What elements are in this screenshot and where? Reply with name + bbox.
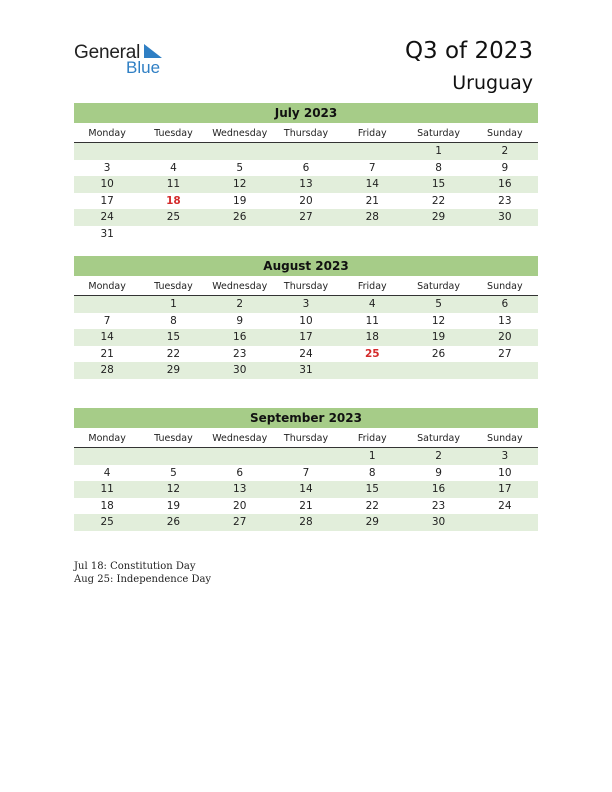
day-cell: 15 <box>166 331 181 343</box>
day-cell: 10 <box>100 178 114 190</box>
day-cell: 21 <box>299 499 313 512</box>
day-cell: 24 <box>100 211 114 223</box>
day-cell: 5 <box>170 466 177 479</box>
day-cell: 24 <box>299 347 313 360</box>
weekday-label: Monday <box>88 433 126 444</box>
day-cell: 18 <box>100 499 114 512</box>
day-cell: 14 <box>299 483 313 495</box>
day-cell: 23 <box>498 194 512 207</box>
day-cell: 8 <box>170 314 177 327</box>
week-row <box>74 329 538 346</box>
day-cell: 4 <box>170 161 177 174</box>
week-row <box>74 481 538 498</box>
day-cell: 2 <box>501 145 509 157</box>
day-cell: 20 <box>299 194 313 207</box>
day-cell <box>273 448 339 465</box>
weekday-header-row <box>74 126 538 143</box>
weekday-label: Tuesday <box>154 128 193 139</box>
week-row <box>74 465 538 482</box>
weekday-label: Saturday <box>417 128 460 139</box>
weekday-label: Wednesday <box>212 281 268 292</box>
day-cell: 22 <box>365 499 379 512</box>
weekday-label: Wednesday <box>212 433 268 444</box>
day-cell: 7 <box>302 466 310 479</box>
day-cell: 5 <box>236 161 244 174</box>
day-cell: 16 <box>498 178 512 190</box>
day-cell <box>405 362 471 379</box>
day-cell: 3 <box>501 450 509 462</box>
day-cell: 29 <box>431 211 446 223</box>
day-cell: 14 <box>100 331 114 343</box>
day-cell: 31 <box>100 227 114 240</box>
day-cell <box>339 226 405 243</box>
weekday-label: Sunday <box>487 128 523 139</box>
day-cell: 31 <box>299 364 313 376</box>
day-cell: 30 <box>431 516 446 528</box>
weekday-label: Friday <box>357 433 387 444</box>
day-cell <box>140 226 206 243</box>
holiday-notes <box>74 560 211 586</box>
day-cell <box>74 448 140 465</box>
month-calendar <box>74 408 538 531</box>
week-row <box>74 226 538 243</box>
month-title: September 2023 <box>74 408 538 428</box>
day-cell <box>207 226 273 243</box>
day-cell <box>273 143 339 160</box>
day-cell: 25 <box>100 516 114 528</box>
day-cell: 5 <box>435 298 442 310</box>
holiday-note: Jul 18: Constitution Day <box>74 561 196 572</box>
day-cell: 10 <box>299 314 313 327</box>
country-name: Uruguay <box>452 72 533 94</box>
day-cell: 28 <box>299 516 313 528</box>
day-cell: 14 <box>365 178 379 190</box>
day-cell: 27 <box>299 211 313 223</box>
day-cell <box>405 226 471 243</box>
day-cell: 8 <box>435 161 442 174</box>
day-cell: 3 <box>103 161 111 174</box>
week-row <box>74 448 538 465</box>
day-cell <box>74 143 140 160</box>
month-calendar <box>74 256 538 379</box>
day-cell: 19 <box>166 499 181 512</box>
logo-general-text: General <box>74 42 141 63</box>
day-cell: 4 <box>368 298 376 310</box>
day-cell: 26 <box>233 211 247 223</box>
week-row <box>74 362 538 379</box>
day-cell: 2 <box>435 450 442 462</box>
day-cell: 8 <box>368 466 376 479</box>
day-cell: 28 <box>365 211 379 223</box>
weekday-label: Friday <box>357 281 387 292</box>
weekday-label: Sunday <box>487 433 523 444</box>
day-cell: 24 <box>498 499 512 512</box>
day-cell <box>207 143 273 160</box>
day-cell: 17 <box>299 331 313 343</box>
weekday-label: Saturday <box>417 433 460 444</box>
week-row <box>74 143 538 160</box>
day-cell <box>273 226 339 243</box>
holiday-day-cell: 18 <box>166 194 181 207</box>
day-cell: 26 <box>166 516 181 528</box>
day-cell: 19 <box>233 194 247 207</box>
week-row <box>74 193 538 210</box>
day-cell: 7 <box>103 314 111 327</box>
day-cell: 10 <box>498 466 512 479</box>
day-cell: 11 <box>100 483 114 495</box>
day-cell: 2 <box>236 298 244 310</box>
day-cell: 28 <box>100 364 114 376</box>
weekday-header-row <box>74 431 538 448</box>
weekday-label: Saturday <box>417 281 460 292</box>
weekday-label: Wednesday <box>212 128 268 139</box>
day-cell: 30 <box>233 364 247 376</box>
day-cell: 9 <box>435 466 442 479</box>
week-row <box>74 514 538 531</box>
day-cell: 6 <box>302 161 310 174</box>
day-cell: 15 <box>431 178 446 190</box>
weekday-header-row <box>74 279 538 296</box>
day-cell: 3 <box>302 298 310 310</box>
day-cell <box>140 143 206 160</box>
day-cell: 1 <box>368 450 376 462</box>
day-cell: 13 <box>233 483 247 495</box>
day-cell <box>339 143 405 160</box>
day-cell: 9 <box>501 161 509 174</box>
weekday-label: Thursday <box>283 433 329 444</box>
day-cell: 1 <box>435 145 442 157</box>
day-cell: 20 <box>498 331 512 343</box>
day-cell: 15 <box>365 483 379 495</box>
day-cell: 13 <box>498 314 512 327</box>
week-row <box>74 160 538 177</box>
logo-blue-text: Blue <box>126 58 161 77</box>
day-cell: 16 <box>233 331 247 343</box>
day-cell: 22 <box>431 194 446 207</box>
week-row <box>74 498 538 515</box>
day-cell: 13 <box>299 178 313 190</box>
day-cell: 23 <box>233 347 247 360</box>
day-cell <box>140 448 206 465</box>
weekday-label: Thursday <box>283 281 329 292</box>
day-cell: 11 <box>365 314 379 327</box>
month-title: July 2023 <box>74 103 538 123</box>
week-row <box>74 176 538 193</box>
weekday-label: Monday <box>88 128 126 139</box>
day-cell: 7 <box>368 161 376 174</box>
generalblue-logo <box>74 42 174 78</box>
weekday-label: Tuesday <box>154 433 193 444</box>
day-cell: 17 <box>100 194 114 207</box>
day-cell <box>339 362 405 379</box>
week-row <box>74 313 538 330</box>
day-cell: 12 <box>233 178 247 190</box>
day-cell: 25 <box>166 211 181 223</box>
day-cell <box>472 226 538 243</box>
day-cell: 27 <box>233 516 247 528</box>
day-cell: 22 <box>166 347 181 360</box>
day-cell: 18 <box>365 331 379 343</box>
day-cell: 4 <box>103 466 111 479</box>
day-cell: 1 <box>170 298 177 310</box>
day-cell: 6 <box>236 466 244 479</box>
weekday-label: Tuesday <box>154 281 193 292</box>
day-cell <box>472 362 538 379</box>
holiday-day-cell: 25 <box>364 347 380 360</box>
day-cell: 12 <box>431 314 446 327</box>
weekday-label: Monday <box>88 281 126 292</box>
day-cell: 27 <box>498 347 512 360</box>
day-cell: 9 <box>236 314 244 327</box>
weekday-label: Sunday <box>487 281 523 292</box>
month-calendar <box>74 103 538 242</box>
day-cell: 17 <box>498 483 512 495</box>
day-cell: 21 <box>365 194 379 207</box>
page-title: Q3 of 2023 <box>404 38 533 64</box>
day-cell <box>207 448 273 465</box>
day-cell: 16 <box>431 483 446 495</box>
day-cell: 30 <box>498 211 512 223</box>
week-row <box>74 209 538 226</box>
month-title: August 2023 <box>74 256 538 276</box>
week-row <box>74 346 538 363</box>
day-cell <box>74 296 140 313</box>
day-cell: 23 <box>431 499 446 512</box>
day-cell: 19 <box>431 331 446 343</box>
day-cell: 6 <box>501 298 509 310</box>
day-cell: 12 <box>166 483 181 495</box>
weekday-label: Thursday <box>283 128 329 139</box>
day-cell: 26 <box>431 347 446 360</box>
day-cell <box>472 514 538 531</box>
weekday-label: Friday <box>357 128 387 139</box>
day-cell: 20 <box>233 499 247 512</box>
day-cell: 29 <box>365 516 379 528</box>
day-cell: 11 <box>166 178 181 190</box>
week-row <box>74 296 538 313</box>
day-cell: 21 <box>100 347 114 360</box>
day-cell: 29 <box>166 364 181 376</box>
holiday-note: Aug 25: Independence Day <box>74 574 212 585</box>
